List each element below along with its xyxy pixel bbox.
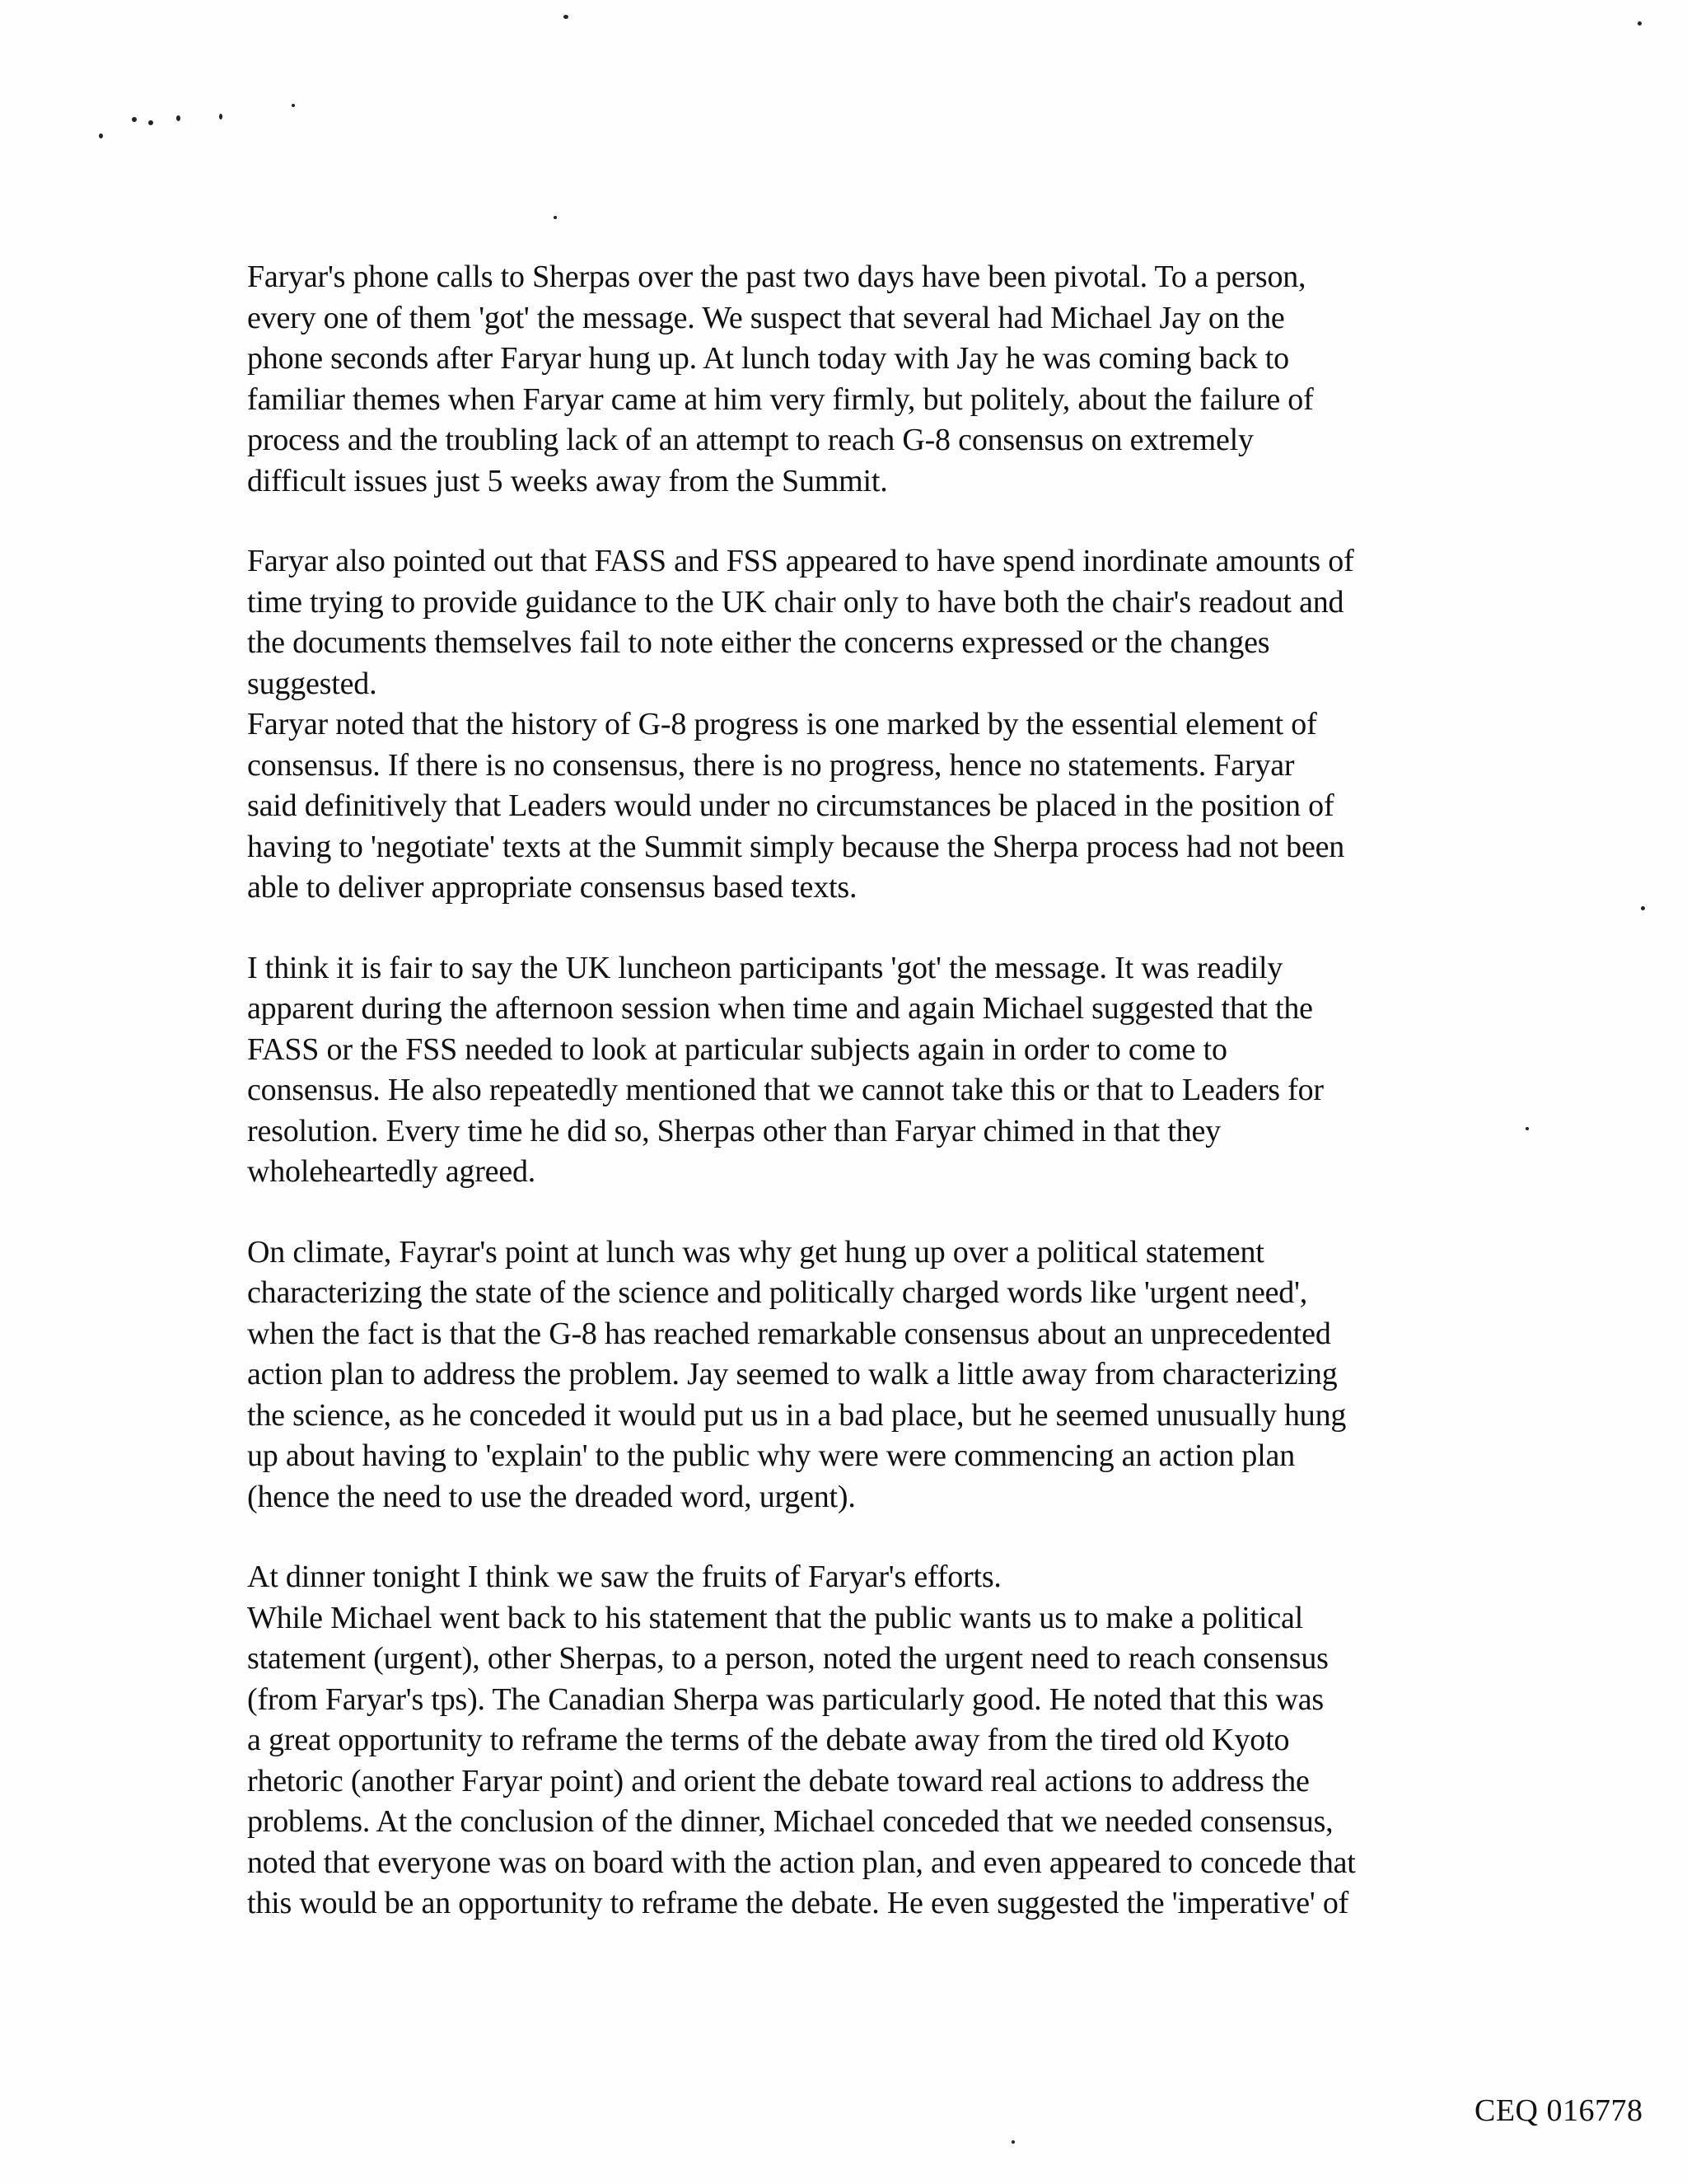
memo-body <box>247 257 1499 1924</box>
scan-speck <box>292 104 295 107</box>
scan-speck <box>563 15 568 19</box>
paragraph: Faryar also pointed out that FASS and FSS appeared to have spend inordinate amounts of time trying to provide guidance to the UK chair only to have both the chair's readout and the documents themselves fail to note either the concerns expressed or the changes suggested. <box>247 544 1354 701</box>
scan-speck <box>219 114 222 119</box>
scan-speck <box>1638 21 1642 26</box>
scan-speck <box>1012 2140 1015 2144</box>
paragraph: While Michael went back to his statement that the public wants us to make a political statement (urgent), other Sherpas, to a person, noted the urgent need to reach consensus (from Faryar's tps). The Canadian Sherpa was particularly good. He noted that this was a great opportunity to reframe the terms of the debate away from the tired old Kyoto rhetoric (another Faryar point) and orient the debate toward real actions to address the problems. At the conclusion of the dinner, Michael conceded that we needed consensus, noted that everyone was on board with the action plan, and even appeared to concede that this would be an opportunity to reframe the debate. He even suggested the 'imperative' of <box>247 1600 1356 1920</box>
paragraph: At dinner tonight I think we saw the fruits of Faryar's efforts. <box>247 1560 1002 1594</box>
scan-speck <box>554 216 557 219</box>
paragraph: Faryar noted that the history of G-8 progress is one marked by the essential element of consensus. If there is no consensus, there is no progress, hence no statements. Faryar said definitively that Leaders would under no circumstances be placed in the position of having to 'negotiate' texts at the Summit simply because the Sherpa process had not been able to deliver appropriate consensus based texts. <box>247 707 1345 905</box>
paragraph: Faryar's phone calls to Sherpas over the past two days have been pivotal. To a person, every one of them 'got' the message. We suspect that several had Michael Jay on the phone seconds after Faryar hung up. At lunch today with Jay he was coming back to familiar themes when Faryar came at him very firmly, but politely, about the failure of process and the troubling lack of an attempt to reach G-8 consensus on extremely difficult issues just 5 weeks away from the Summit. <box>247 260 1314 498</box>
scan-speck <box>99 133 103 138</box>
scan-speck <box>176 115 180 121</box>
paragraph: I think it is fair to say the UK luncheon participants 'got' the message. It was readily apparent during the afternoon session when time and again Michael suggested that the FASS or the FSS needed to look at particular subjects again in order to come to consensus. He also repeatedly mentioned that we cannot take this or that to Leaders for resolution. Every time he did so, Sherpas other than Faryar chimed in that they wholeheartedly agreed. <box>247 950 1324 1189</box>
bates-number: CEQ 016778 <box>1474 2093 1643 2128</box>
scan-speck <box>132 117 137 122</box>
scan-speck <box>1641 906 1645 910</box>
paragraph: On climate, Fayrar's point at lunch was why get hung up over a political statement characterizing the state of the science and politically charged words like 'urgent need', when the fact is that the G-8 has reached remarkable consensus about an unprecedented action plan to address the problem. Jay seemed to walk a little away from characterizing the science, as he conceded it would put us in a bad place, but he seemed unusually hung up about having to 'explain' to the public why were were commencing an action plan (hence the need to use the dreaded word, urgent). <box>247 1234 1347 1514</box>
scan-speck <box>148 120 153 125</box>
scan-speck <box>1526 1127 1529 1130</box>
